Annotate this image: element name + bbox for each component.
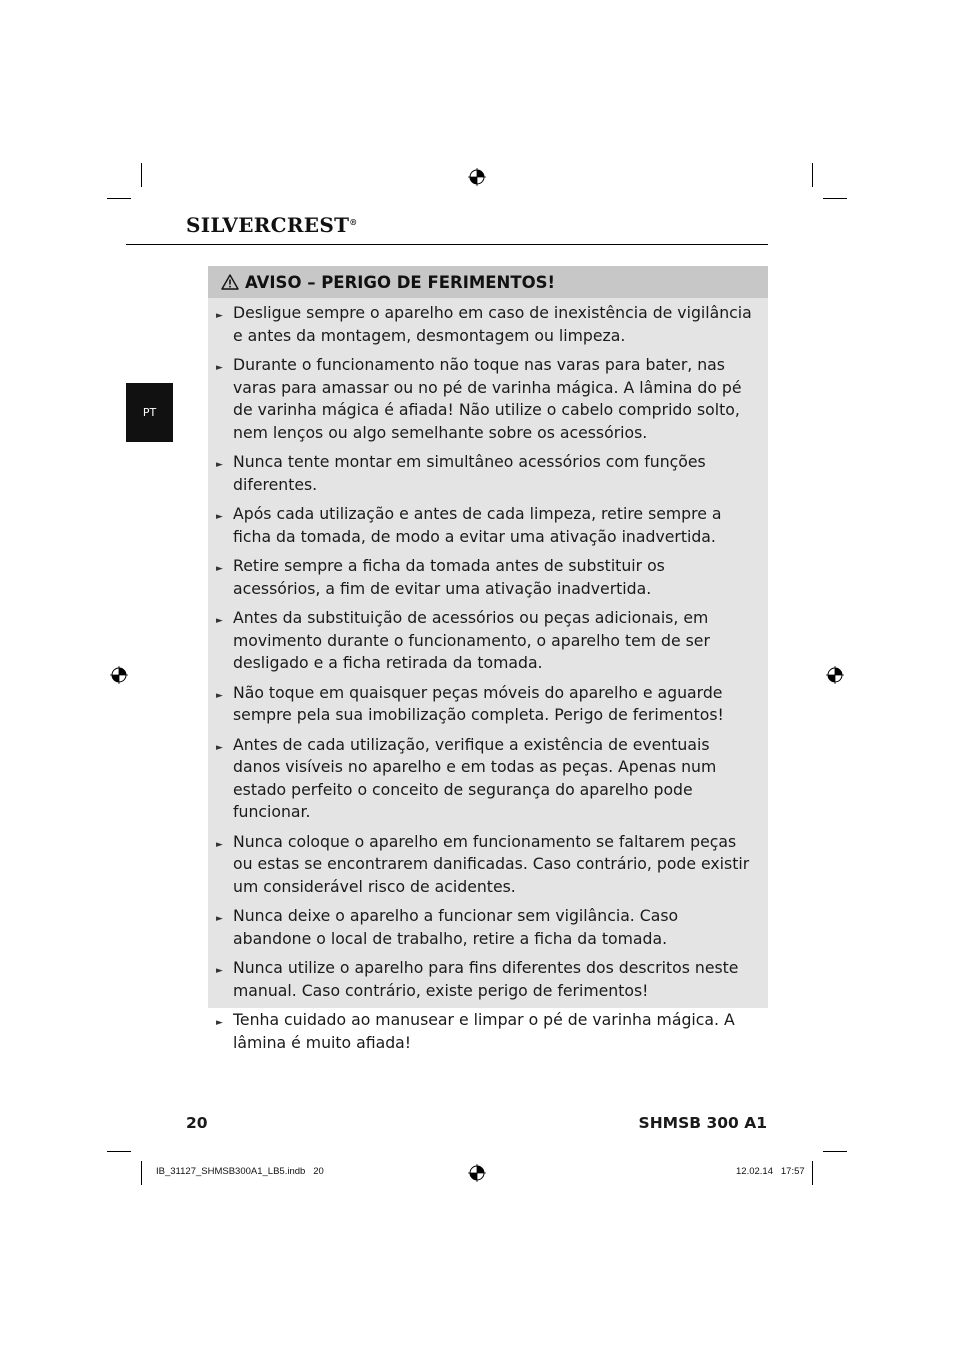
arrow-bullet-icon: ► <box>216 742 223 753</box>
crop-mark <box>823 1151 847 1152</box>
list-item-text: Não toque em quaisquer peças móveis do aparelho e aguarde sempre pela sua imobilização completa. Perigo de ferimentos! <box>233 682 724 724</box>
arrow-bullet-icon: ► <box>216 363 223 373</box>
brand-registered-mark: ® <box>349 217 358 227</box>
crop-mark <box>141 163 142 187</box>
registration-mark-icon <box>468 168 486 186</box>
list-item <box>208 682 756 727</box>
list-item <box>208 354 756 444</box>
warning-list <box>208 298 768 1054</box>
brand-logo <box>186 213 358 237</box>
language-tab-label: PT <box>142 406 157 419</box>
list-item <box>208 503 756 548</box>
list-item-text: Antes da substituição de acessórios ou peças adicionais, em movimento durante o funcionamento, o aparelho tem de ser desligado e a ficha retirada da tomada. <box>233 608 710 672</box>
list-item <box>208 1009 756 1054</box>
list-item-text: Nunca deixe o aparelho a funcionar sem vigilância. Caso abandone o local de trabalho, retire a ficha da tomada. <box>233 906 679 948</box>
list-item-text: Nunca tente montar em simultâneo acessórios com funções diferentes. <box>233 452 706 494</box>
warning-header <box>208 266 768 298</box>
warning-box <box>208 266 768 1052</box>
crop-mark <box>107 198 131 199</box>
crop-mark <box>812 1161 813 1185</box>
warning-triangle-icon <box>221 274 239 290</box>
list-item-text: Nunca coloque o aparelho em funcionamento se faltarem peças ou estas se encontrarem danificadas. Caso contrário, pode existir um considerável risco de acidentes. <box>233 831 750 896</box>
list-item <box>208 451 756 496</box>
page-number: 20 <box>186 1114 208 1132</box>
list-item <box>208 734 756 824</box>
list-item-text: Antes de cada utilização, verifique a existência de eventuais danos visíveis no aparelho e em todas as peças. Apenas num estado perfeito o conceito de segurança do aparelho pode funcionar. <box>233 734 717 821</box>
crop-mark <box>107 1151 131 1152</box>
warning-title: AVISO – PERIGO DE FERIMENTOS! <box>245 272 556 292</box>
list-item-text: Desligue sempre o aparelho em caso de inexistência de vigilância e antes da montagem, desmontagem ou limpeza. <box>233 303 752 345</box>
list-item <box>208 607 756 675</box>
arrow-bullet-icon: ► <box>216 839 223 850</box>
arrow-bullet-icon: ► <box>216 966 223 976</box>
arrow-bullet-icon: ► <box>216 512 223 522</box>
registration-mark-icon <box>826 666 844 684</box>
list-item <box>208 302 756 347</box>
print-slug-file: IB_31127_SHMSB300A1_LB5.indb 20 <box>156 1166 324 1177</box>
print-slug-date: 12.02.14 17:57 <box>736 1166 805 1177</box>
header-rule <box>126 244 768 245</box>
arrow-bullet-icon: ► <box>216 914 223 924</box>
brand-logo-text: SILVERCREST <box>186 213 350 237</box>
arrow-bullet-icon: ► <box>216 1018 223 1028</box>
list-item <box>208 905 756 950</box>
list-item <box>208 957 756 1002</box>
arrow-bullet-icon: ► <box>216 564 223 574</box>
arrow-bullet-icon: ► <box>216 616 223 626</box>
list-item-text: Após cada utilização e antes de cada limpeza, retire sempre a ficha da tomada, de modo a evitar uma ativação inadvertida. <box>233 504 722 546</box>
list-item <box>208 555 756 600</box>
list-item-text: Tenha cuidado ao manusear e limpar o pé de varinha mágica. A lâmina é muito afiada! <box>233 1010 735 1052</box>
registration-mark-icon <box>110 666 128 684</box>
crop-mark <box>812 163 813 187</box>
crop-mark <box>823 198 847 199</box>
arrow-bullet-icon: ► <box>216 460 223 470</box>
language-tab <box>126 383 173 442</box>
list-item <box>208 831 756 899</box>
arrow-bullet-icon: ► <box>216 311 223 321</box>
model-number: SHMSB 300 A1 <box>638 1114 767 1132</box>
arrow-bullet-icon: ► <box>216 690 223 701</box>
list-item-text: Retire sempre a ficha da tomada antes de substituir os acessórios, a fim de evitar uma ativação inadvertida. <box>233 556 665 598</box>
crop-mark <box>141 1161 142 1185</box>
registration-mark-icon <box>468 1164 486 1182</box>
list-item-text: Nunca utilize o aparelho para fins diferentes dos descritos neste manual. Caso contrário, existe perigo de ferimentos! <box>233 958 739 1000</box>
list-item-text: Durante o funcionamento não toque nas varas para bater, nas varas para amassar ou no pé de varinha mágica. A lâmina do pé de varinha mágica é afiada! Não utilize o cabelo comprido solto, nem lenços ou algo semelhante sobre os acessórios. <box>233 355 742 442</box>
